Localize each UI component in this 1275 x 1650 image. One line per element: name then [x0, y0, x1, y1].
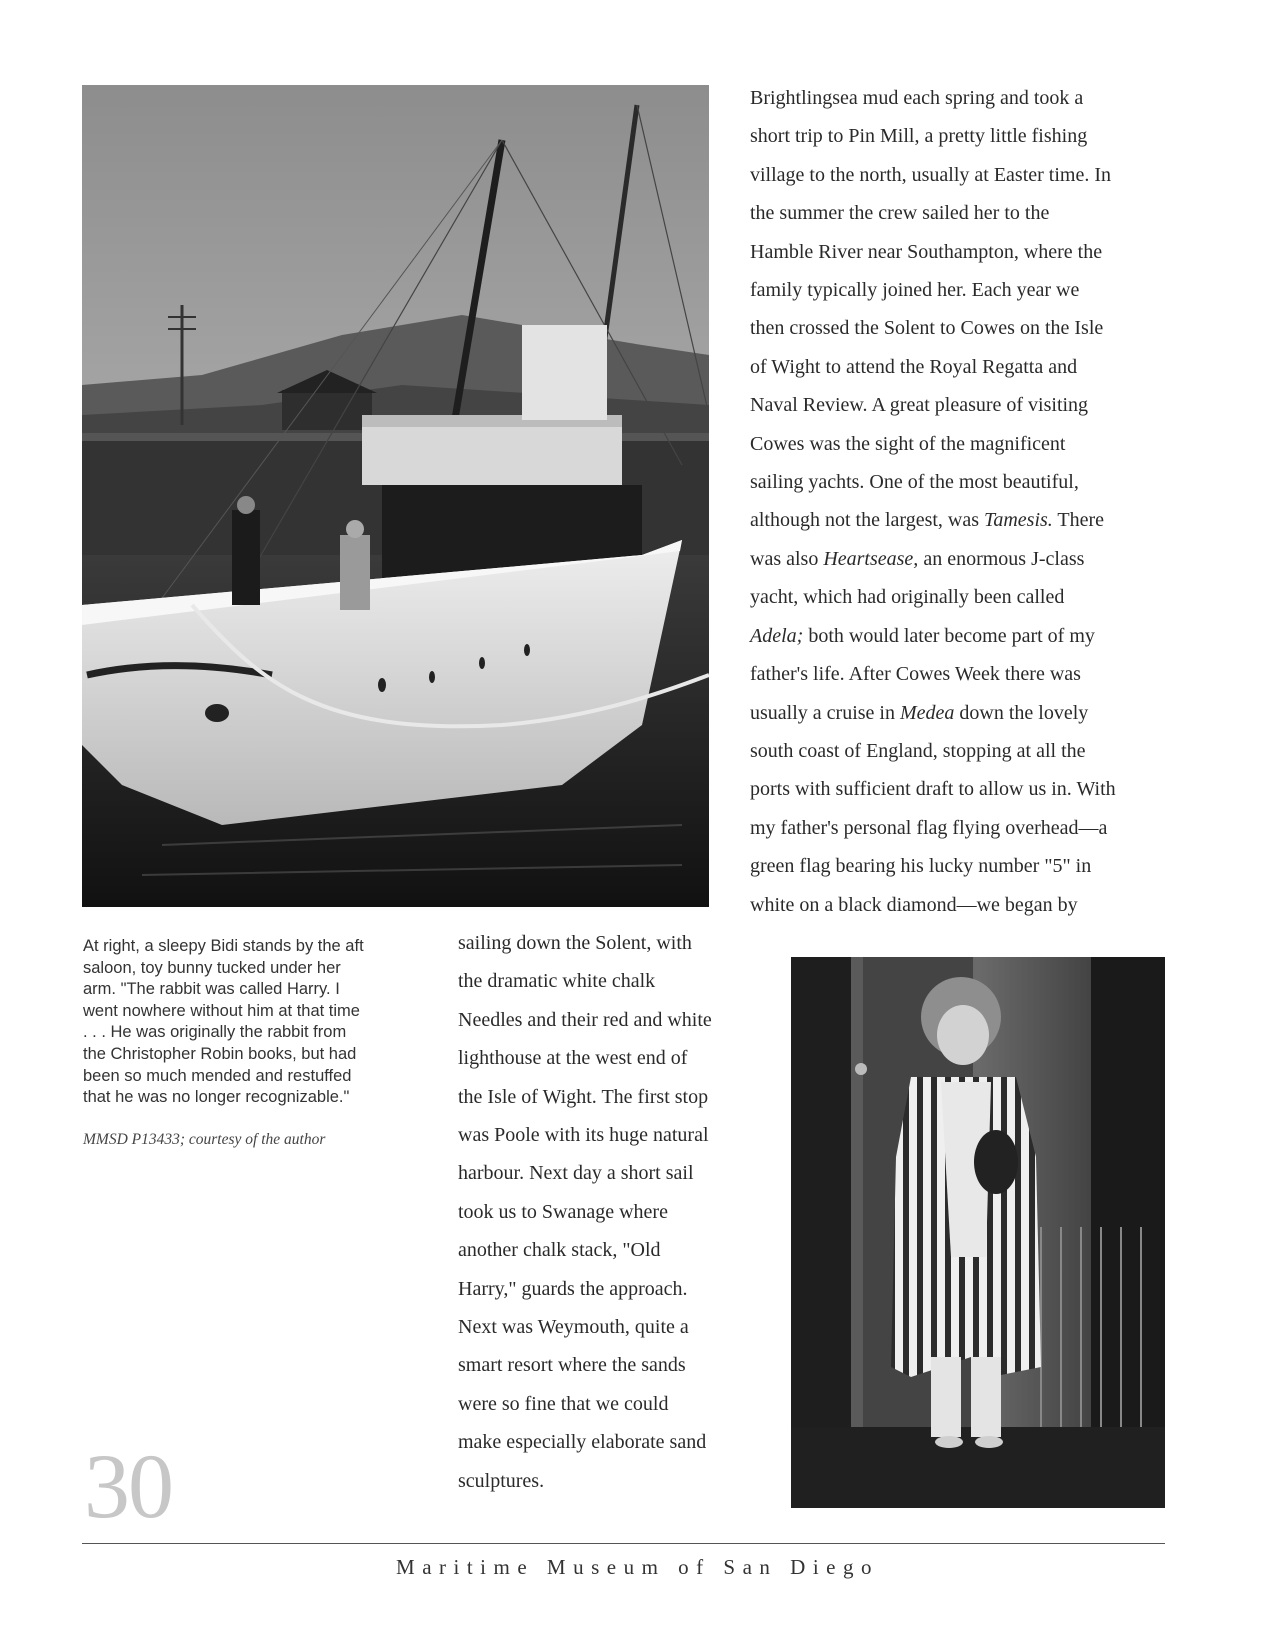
caption-line: saloon, toy bunny tucked under her — [83, 958, 341, 977]
body-text-run: down the lovely — [954, 701, 1089, 724]
body-line: the summer the crew sailed her to the — [750, 202, 1050, 225]
body-column-top-right — [750, 79, 1180, 924]
body-text-run: There — [1052, 509, 1105, 532]
body-text-run: an enormous J-class — [918, 547, 1085, 570]
body-line: of Wight to attend the Royal Regatta and — [750, 355, 1078, 378]
body-line: white on a black diamond—we began by — [750, 893, 1078, 916]
body-line: ports with sufficient draft to allow us in. With — [750, 778, 1116, 801]
body-line: harbour. Next day a short sail — [458, 1162, 694, 1185]
body-line: green flag bearing his lucky number "5" in — [750, 855, 1092, 878]
body-line: yacht, which had originally been called — [750, 586, 1065, 609]
girl-portrait-photo — [791, 957, 1165, 1508]
body-line: lighthouse at the west end of — [458, 1047, 688, 1070]
body-line: Next was Weymouth, quite a — [458, 1316, 689, 1339]
caption-text — [83, 936, 418, 1109]
body-line: Naval Review. A great pleasure of visiting — [750, 394, 1089, 417]
body-line: smart resort where the sands — [458, 1354, 686, 1377]
body-line: short trip to Pin Mill, a pretty little fishing — [750, 125, 1088, 148]
yacht-photo — [82, 85, 709, 907]
body-line: Brightlingsea mud each spring and took a — [750, 87, 1084, 109]
body-line: sailing down the Solent, with — [458, 932, 692, 954]
body-line: sculptures. — [458, 1469, 545, 1492]
body-line: Harry," guards the approach. — [458, 1277, 688, 1300]
caption-line: the Christopher Robin books, but had — [83, 1044, 357, 1063]
vessel-name-tamesis: Tamesis. — [984, 509, 1053, 532]
footer-publication-name: Maritime Museum of San Diego — [396, 1555, 879, 1579]
caption-line: . . . He was originally the rabbit from — [83, 1023, 347, 1042]
body-line: then crossed the Solent to Cowes on the Isle — [750, 317, 1104, 340]
body-line: the dramatic white chalk — [458, 970, 656, 993]
body-line: Hamble River near Southampton, where the — [750, 240, 1103, 263]
body-line — [750, 540, 1180, 578]
body-line: make especially elaborate sand — [458, 1431, 707, 1454]
body-line: south coast of England, stopping at all the — [750, 739, 1086, 762]
body-line: took us to Swanage where — [458, 1200, 668, 1223]
body-line: sailing yachts. One of the most beautiful, — [750, 471, 1079, 494]
body-text-run: was also — [750, 547, 824, 570]
vessel-name-heartsease: Heartsease, — [823, 547, 919, 570]
body-line: village to the north, usually at Easter time. In — [750, 163, 1112, 186]
body-line — [750, 617, 1180, 655]
vessel-name-adela: Adela; — [750, 624, 804, 647]
body-line: Needles and their red and white — [458, 1008, 712, 1031]
caption-line: arm. "The rabbit was called Harry. I — [83, 980, 340, 999]
body-column-bottom-middle — [458, 924, 768, 1500]
caption-line: went nowhere without him at that time — [83, 1001, 360, 1020]
page-number: 30 — [84, 1435, 172, 1537]
body-line: the Isle of Wight. The first stop — [458, 1085, 709, 1108]
body-line: family typically joined her. Each year we — [750, 279, 1080, 302]
footer-rule — [82, 1543, 1165, 1544]
body-text-run: both would later become part of my — [803, 624, 1095, 647]
body-line: was Poole with its huge natural — [458, 1124, 709, 1147]
body-line: my father's personal flag flying overhead—a — [750, 816, 1108, 839]
body-line — [750, 501, 1180, 539]
photo-caption — [83, 936, 418, 1149]
photo-credit: MMSD P13433; courtesy of the author — [83, 1130, 326, 1148]
body-line: were so fine that we could — [458, 1392, 669, 1415]
body-text-run: usually a cruise in — [750, 701, 900, 724]
vessel-name-medea: Medea — [899, 701, 955, 724]
body-text-run: although not the largest, was — [750, 509, 985, 532]
body-line — [750, 694, 1180, 732]
body-line: father's life. After Cowes Week there was — [750, 663, 1081, 686]
caption-line: that he was no longer recognizable." — [83, 1088, 350, 1107]
caption-line: At right, a sleepy Bidi stands by the aft — [83, 937, 364, 955]
body-line: another chalk stack, "Old — [458, 1239, 661, 1262]
body-paragraph-bottom — [458, 924, 768, 1500]
body-line: Cowes was the sight of the magnificent — [750, 432, 1066, 455]
body-paragraph-top — [750, 79, 1180, 924]
caption-line: been so much mended and restuffed — [83, 1066, 352, 1085]
